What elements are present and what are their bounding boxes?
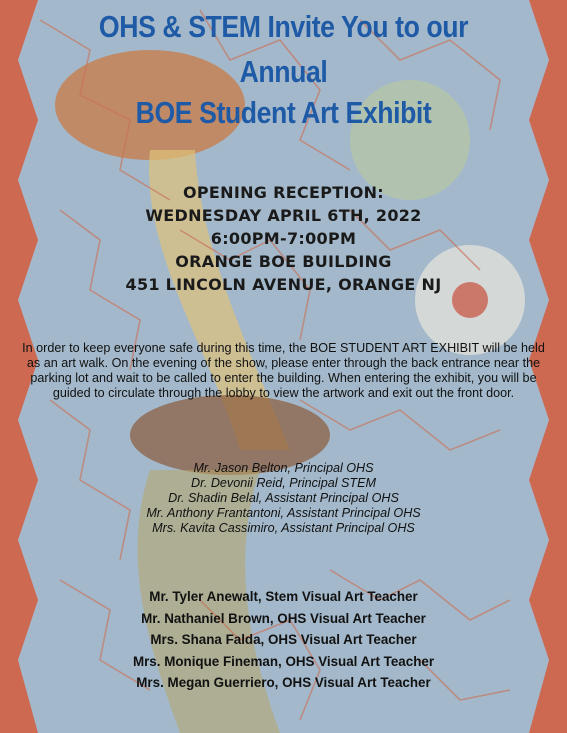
teacher-entry: Mr. Nathaniel Brown, OHS Visual Art Teacher <box>141 610 426 626</box>
reception-time: 6:00PM-7:00PM <box>210 229 357 248</box>
reception-address: 451 LINCOLN AVENUE, ORANGE NJ <box>125 275 442 294</box>
title-line-1: OHS & STEM Invite You to our <box>98 9 469 44</box>
principal-entry: Mrs. Kavita Cassimiro, Assistant Principal OHS <box>152 521 415 535</box>
teacher-entry: Mrs. Megan Guerriero, OHS Visual Art Teacher <box>136 675 431 690</box>
principal-entry: Dr. Devonii Reid, Principal STEM <box>191 476 376 490</box>
reception-venue: ORANGE BOE BUILDING <box>175 252 392 271</box>
teachers-list <box>0 586 567 694</box>
principal-entry: Mr. Jason Belton, Principal OHS <box>193 461 374 475</box>
title-line-2: Annual <box>239 54 328 89</box>
principal-entry: Dr. Shadin Belal, Assistant Principal OHS <box>168 491 399 505</box>
art-walk-instructions: In order to keep everyone safe during this time, the BOE STUDENT ART EXHIBIT will be held as an art walk. On the evening of the show, please enter through the back entrance near the parking lot and wait to be called to enter the building. When entering the exhibit, you will be guided to circulate through the lobby to view the artwork and exit out the front door. <box>22 341 545 400</box>
teacher-entry: Mrs. Shana Falda, OHS Visual Art Teacher <box>150 632 417 647</box>
teacher-entry: Mr. Tyler Anewalt, Stem Visual Art Teacher <box>149 589 418 604</box>
title-line-3: BOE Student Art Exhibit <box>135 95 432 130</box>
principals-list <box>0 461 567 536</box>
reception-heading: OPENING RECEPTION: <box>182 183 384 202</box>
opening-reception-block <box>0 181 567 296</box>
principal-entry: Mr. Anthony Frantantoni, Assistant Principal OHS <box>146 506 421 520</box>
reception-date: WEDNESDAY APRIL 6TH, 2022 <box>145 206 422 225</box>
teacher-entry: Mrs. Monique Fineman, OHS Visual Art Teacher <box>132 653 435 669</box>
